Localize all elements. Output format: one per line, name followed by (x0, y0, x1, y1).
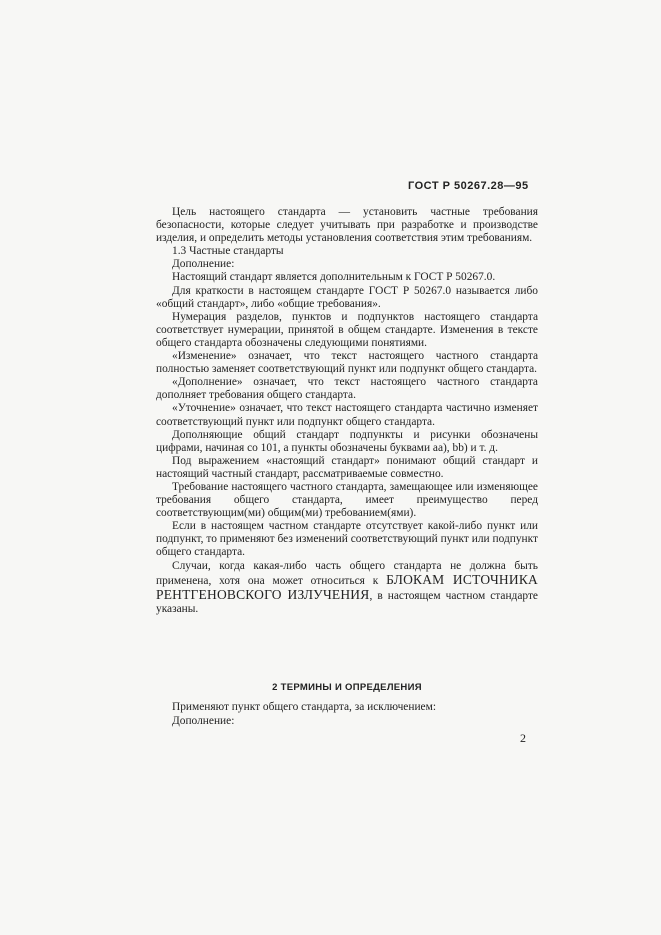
paragraph: «Изменение» означает, что текст настоящего частного стандарта полностью заменяет соответствующий пункт или подпункт общего стандарта. (156, 350, 538, 376)
subsection-heading: 1.3 Частные стандарты (172, 245, 284, 258)
standard-code-header: ГОСТ Р 50267.28—95 (408, 180, 529, 192)
paragraph: «Дополнение» означает, что текст настоящего частного стандарта дополняет требования общего стандарта. (156, 376, 538, 402)
paragraph: Дополнение: (172, 715, 235, 727)
paragraph: Нумерация разделов, пунктов и подпунктов настоящего стандарта соответствует нумерации, принятой в общем стандарте. Изменения в тексте общего стандарта обозначены следующими понятиями. (156, 310, 538, 349)
paragraph: Под выражением «настоящий стандарт» понимают общий стандарт и настоящий частный стандарт, рассматриваемые совместно. (156, 454, 538, 480)
paragraph: «Уточнение» означает, что текст настоящего стандарта частично изменяет соответствующий пункт или подпункт общего стандарта. (156, 402, 538, 428)
section-2-body (156, 700, 538, 728)
section-2-title: 2 ТЕРМИНЫ И ОПРЕДЕЛЕНИЯ (272, 682, 422, 693)
paragraph-text: Случаи, когда какая-либо часть общего стандарта не должна быть применена, хотя она может относиться к (156, 559, 538, 587)
paragraph: Настоящий стандарт является дополнительным к ГОСТ Р 50267.0. (172, 271, 496, 284)
paragraph: Дополнение: (172, 258, 235, 271)
emphasized-term: БЛОКАМ ИСТОЧНИКА РЕНТГЕНОВСКОГО ИЗЛУЧЕНИЯ (156, 571, 538, 602)
paragraph: Для краткости в настоящем стандарте ГОСТ Р 50267.0 называется либо «общий стандарт», либо «общие требования». (156, 284, 538, 310)
paragraph (156, 560, 538, 616)
paragraph: Дополняющие общий стандарт подпункты и рисунки обозначены цифрами, начиная со 101, а пункты обозначены буквами аа), bb) и т. д. (156, 428, 538, 454)
paragraph: Требование настоящего частного стандарта, замещающее или изменяющее требования общего стандарта, имеет преимущество перед соответствующим(ми) общим(ми) требованием(ями). (156, 480, 538, 520)
paragraph-text: , в настоящем частном стандарте указаны. (156, 589, 538, 615)
section-1-body (156, 206, 538, 616)
paragraph: Цель настоящего стандарта — установить частные требования безопасности, которые следует учитывать при разработке и производстве изделия, и определить методы установления соответствия этим требованиям. (156, 206, 538, 245)
paragraph: Применяют пункт общего стандарта, за исключением: (172, 701, 436, 713)
page-number: 2 (520, 731, 526, 745)
paragraph: Если в настоящем частном стандарте отсутствует какой-либо пункт или подпункт, то применяют без изменений соответствующий пункт или подпункт общего стандарта. (156, 520, 538, 559)
